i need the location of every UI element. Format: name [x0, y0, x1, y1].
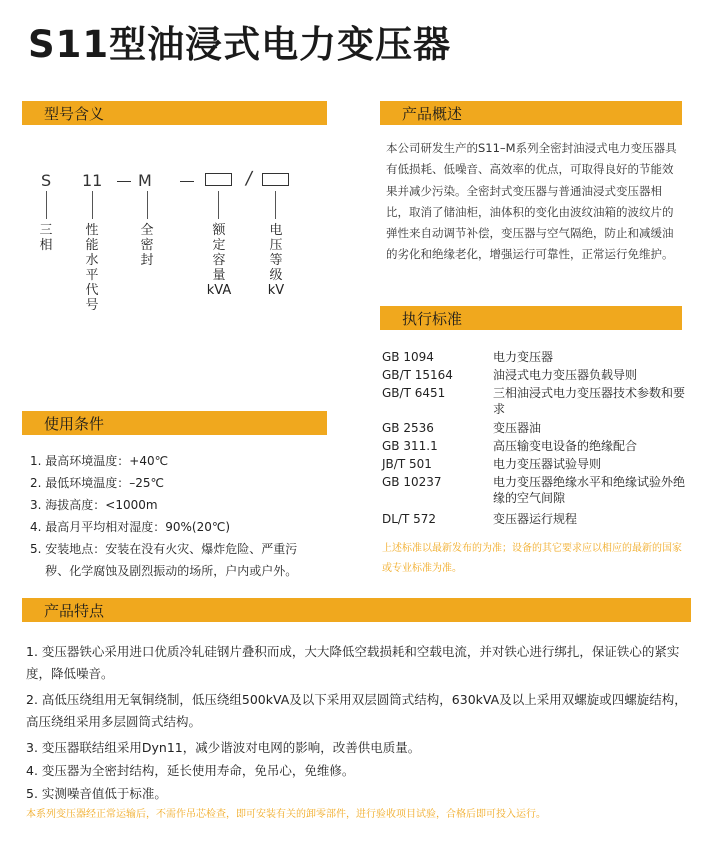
section-bar-standards [380, 306, 682, 330]
label-fully-sealed: 全 密 封 [140, 223, 154, 268]
standard-code: JB/T 501 [382, 457, 432, 471]
model-slash: / [244, 168, 254, 189]
pointer-line [46, 191, 47, 219]
standard-code: GB 1094 [382, 350, 434, 364]
standard-code: GB 2536 [382, 421, 434, 435]
capacity-box [205, 173, 232, 186]
feature-item: 5. 实测噪音值低于标准。 [26, 786, 167, 801]
standard-name: 高压输变电设备的绝缘配合 [493, 439, 638, 453]
standard-name: 变压器运行规程 [493, 512, 578, 526]
model-code-11: 11 [82, 171, 103, 190]
standard-code: GB 10237 [382, 475, 442, 489]
model-code-m: M [138, 171, 152, 190]
standard-name: 变压器油 [493, 421, 542, 435]
condition-item: 秽、化学腐蚀及剧烈振动的场所，户内或户外。 [30, 564, 298, 578]
condition-item: 5. 安装地点：安装在没有火灾、爆炸危险、严重污 [30, 542, 298, 556]
standards-note: 上述标准以最新发布的为准；设备的其它要求应以相应的最新的国家或专业标准为准。 [382, 543, 682, 574]
section-bar-overview [380, 101, 682, 125]
standard-name: 三相油浸式电力变压器技术参数和要求 [493, 386, 686, 416]
feature-item: 1. 变压器铁心采用进口优质冷轧硅钢片叠积而成，大大降低空载损耗和空载电流，并对铁心进行绑扎，保证铁心的紧实度，降低噪音。 [26, 644, 680, 681]
standard-code: GB 311.1 [382, 439, 438, 453]
label-three-phase: 三 相 [39, 223, 53, 253]
voltage-box [262, 173, 289, 186]
standard-code: GB/T 6451 [382, 386, 446, 400]
condition-item: 3. 海拔高度：<1000m [30, 498, 158, 512]
section-title-features: 产品特点 [44, 602, 105, 620]
label-rated-capacity: 额 定 容 量 kVA [206, 223, 232, 298]
feature-item: 2. 高低压绕组用无氧铜绕制，低压绕组500kVA及以下采用双层圆筒式结构，630kVA及以上采用双螺旋或四螺旋结构，高压绕组采用多层圆筒式结构。 [26, 692, 687, 729]
section-bar-features [22, 598, 691, 622]
section-title-standards: 执行标准 [402, 310, 463, 328]
section-bar-model [22, 101, 327, 125]
condition-item: 4. 最高月平均相对湿度：90%(20℃) [30, 520, 231, 534]
standard-name: 电力变压器试验导则 [493, 457, 602, 471]
label-performance-code: 性 能 水 平 代 号 [85, 223, 99, 313]
standard-name: 电力变压器绝缘水平和绝缘试验外绝缘的空气间隙 [493, 475, 686, 505]
model-dash [117, 181, 131, 182]
section-title-model: 型号含义 [44, 105, 105, 123]
standard-name: 电力变压器 [493, 350, 554, 364]
model-dash [180, 181, 194, 182]
standard-code: DL/T 572 [382, 512, 437, 526]
standard-name: 油浸式电力变压器负载导则 [493, 368, 638, 382]
pointer-line [147, 191, 148, 219]
model-code-s: S [41, 171, 52, 190]
section-title-overview: 产品概述 [402, 105, 463, 123]
page-title: S11型油浸式电力变压器 [28, 23, 452, 66]
section-bar-conditions [22, 411, 327, 435]
pointer-line [218, 191, 219, 219]
condition-item: 2. 最低环境温度：–25℃ [30, 476, 165, 490]
model-diagram [38, 165, 348, 325]
pointer-line [275, 191, 276, 219]
section-title-conditions: 使用条件 [44, 415, 105, 433]
condition-item: 1. 最高环境温度：+40℃ [30, 454, 169, 468]
pointer-line [92, 191, 93, 219]
label-voltage-level: 电 压 等 级 kV [267, 223, 285, 298]
standard-code: GB/T 15164 [382, 368, 453, 382]
feature-item: 4. 变压器为全密封结构，延长使用寿命，免吊心，免维修。 [26, 763, 355, 778]
features-note: 本系列变压器经正常运输后，不需作吊芯检查，即可安装有关的卸零部件，进行验收项目试验，合格后即可投入运行。 [26, 809, 546, 820]
overview-text: 本公司研发生产的S11–M系列全密封油浸式电力变压器具有低损耗、低噪音、高效率的优点，可取得良好的节能效果并减少污染。全密封式变压器与普通油浸式变压器相比，取消了储油柜，油体积的变化由波纹油箱的波纹片的弹性来自动调节补偿，变压器与空气隔绝，防止和减缓油的劣化和绝缘老化，增强运行可靠性，正常运行免维护。 [386, 141, 677, 262]
feature-item: 3. 变压器联结组采用Dyn11，减少谐波对电网的影响，改善供电质量。 [26, 740, 421, 755]
